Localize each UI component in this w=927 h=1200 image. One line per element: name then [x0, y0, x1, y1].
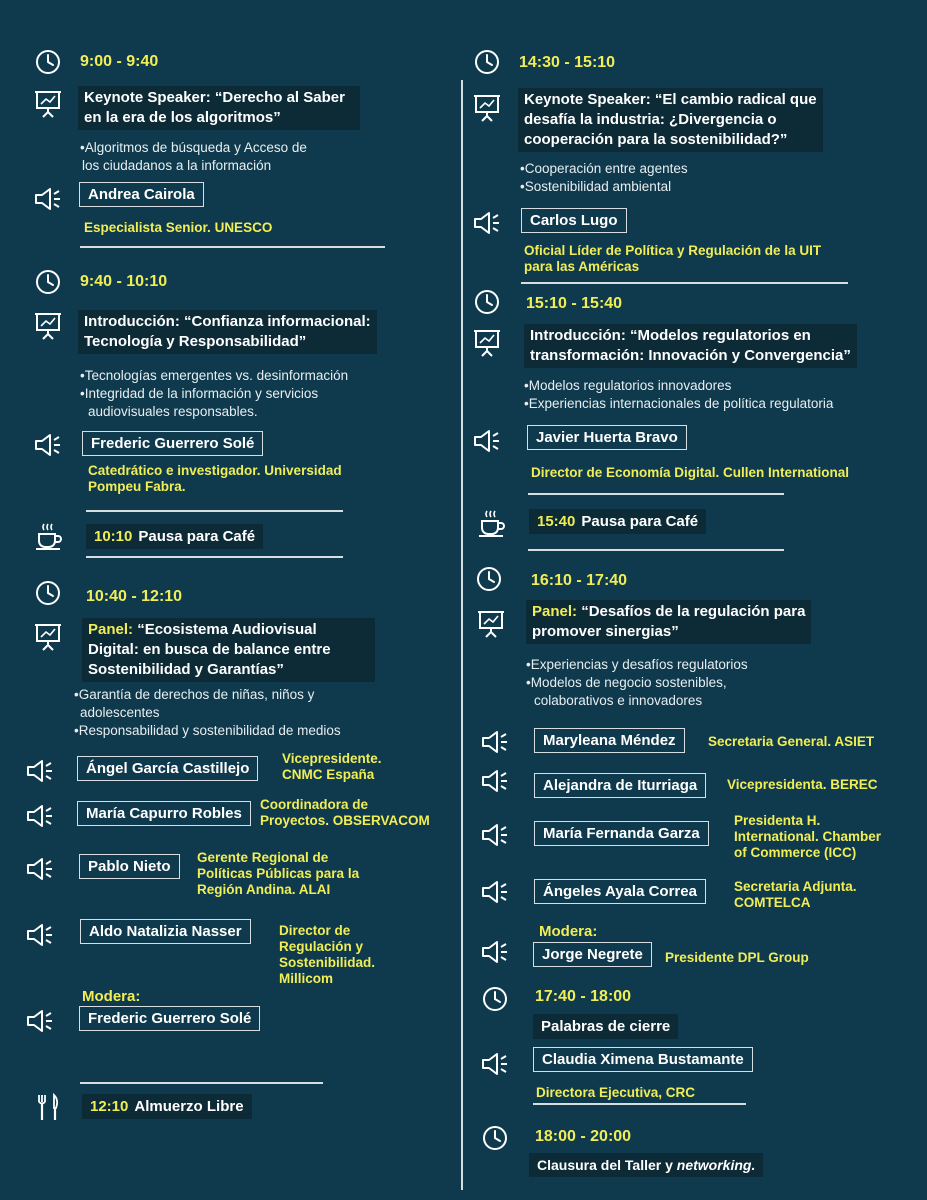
speaker-icon — [480, 877, 510, 907]
clock-icon — [33, 578, 63, 608]
presentation-icon — [472, 92, 502, 122]
section-divider — [86, 556, 343, 558]
clock-icon — [472, 47, 502, 77]
speaker-role: Catedrático e investigador. Universidad Pompeu Fabra. — [88, 463, 342, 494]
speaker-icon — [25, 756, 55, 786]
speaker-icon — [480, 727, 510, 757]
speaker-name: Carlos Lugo — [521, 208, 627, 233]
speaker-name: Claudia Ximena Bustamante — [533, 1047, 753, 1072]
session-bullets: •Cooperación entre agentes •Sostenibilidad ambiental — [520, 161, 688, 194]
panelist-name: María Fernanda Garza — [534, 821, 709, 846]
speaker-role: Especialista Senior. UNESCO — [84, 220, 273, 235]
presentation-icon — [472, 327, 502, 357]
session-title: Clausura del Taller y networking. — [529, 1153, 763, 1177]
speaker-role: Director de Economía Digital. Cullen International — [531, 465, 850, 480]
session-bullets: •Tecnologías emergentes vs. desinformación •Integridad de la información y servicios audiovisuales responsables. — [80, 368, 349, 419]
panelist-role: Secretaria General. ASIET — [708, 734, 875, 749]
speaker-icon — [25, 920, 55, 950]
session-bullets: •Modelos regulatorios innovadores •Experiencias internacionales de política regulatoria — [524, 378, 834, 411]
speaker-icon — [25, 854, 55, 884]
coffee-break: 15:40 Pausa para Café — [529, 509, 706, 534]
coffee-break: 10:10 Pausa para Café — [86, 524, 263, 549]
fork-knife-icon — [33, 1092, 63, 1122]
panelist-role: Director de Regulación y Sostenibilidad. Millicom — [279, 923, 376, 986]
session-title: Keynote Speaker: “Derecho al Saber en la era de los algoritmos” — [78, 86, 360, 130]
panelist-role: Coordinadora de Proyectos. OBSERVACOM — [260, 797, 430, 828]
speaker-icon — [33, 430, 63, 460]
panelist-name: Maryleana Méndez — [534, 728, 685, 753]
section-divider — [86, 510, 343, 512]
speaker-icon — [480, 766, 510, 796]
column-divider — [461, 80, 463, 1190]
panelist-role: Vicepresidenta. BEREC — [727, 777, 878, 792]
coffee-icon — [33, 521, 63, 551]
session-title: Introducción: “Modelos regulatorios en transformación: Innovación y Convergencia” — [524, 324, 857, 368]
session-time: 16:10 - 17:40 — [531, 572, 628, 589]
panelist-name: Ángel García Castillejo — [77, 756, 258, 781]
speaker-icon — [472, 426, 502, 456]
session-time: 10:40 - 12:10 — [86, 588, 183, 605]
speaker-icon — [480, 820, 510, 850]
clock-icon — [480, 984, 510, 1014]
speaker-icon — [33, 184, 63, 214]
moderator-role: Presidente DPL Group — [665, 950, 809, 965]
speaker-role: Oficial Líder de Política y Regulación de la UIT para las Américas — [524, 243, 822, 274]
session-bullets: •Experiencias y desafíos regulatorios •Modelos de negocio sostenibles, colaborativos e innovadores — [526, 657, 748, 708]
speaker-name: Andrea Cairola — [79, 182, 204, 207]
section-divider — [80, 1082, 323, 1084]
moderator-label: Modera: — [539, 923, 598, 940]
presentation-icon — [33, 310, 63, 340]
speaker-icon — [25, 801, 55, 831]
session-title: Panel: “Desafíos de la regulación para promover sinergias” — [526, 600, 811, 644]
panelist-name: Aldo Natalizia Nasser — [80, 919, 251, 944]
presentation-icon — [33, 621, 63, 651]
lunch-break: 12:10 Almuerzo Libre — [82, 1094, 252, 1119]
coffee-icon — [476, 508, 506, 538]
section-divider — [80, 246, 385, 248]
moderator-name: Jorge Negrete — [533, 942, 652, 967]
speaker-icon — [25, 1006, 55, 1036]
session-time: 15:10 - 15:40 — [526, 295, 623, 312]
presentation-icon — [33, 88, 63, 118]
speaker-icon — [480, 1049, 510, 1079]
speaker-name: Javier Huerta Bravo — [527, 425, 687, 450]
session-time: 9:40 - 10:10 — [80, 273, 168, 290]
session-title: Panel: “Ecosistema Audiovisual Digital: en busca de balance entre Sostenibilidad y Garantías” — [82, 618, 375, 682]
speaker-name: Frederic Guerrero Solé — [82, 431, 263, 456]
section-divider — [528, 493, 784, 495]
presentation-icon — [476, 608, 506, 638]
moderator-name: Frederic Guerrero Solé — [79, 1006, 260, 1031]
section-divider — [533, 1103, 746, 1105]
clock-icon — [33, 267, 63, 297]
panelist-role: Secretaria Adjunta. COMTELCA — [734, 879, 857, 910]
panelist-name: María Capurro Robles — [77, 801, 251, 826]
clock-icon — [33, 47, 63, 77]
panelist-role: Presidenta H. International. Chamber of Commerce (ICC) — [734, 813, 882, 860]
panelist-name: Alejandra de Iturriaga — [534, 773, 706, 798]
panelist-role: Gerente Regional de Políticas Públicas para la Región Andina. ALAI — [197, 850, 360, 897]
section-divider — [528, 549, 784, 551]
speaker-icon — [480, 937, 510, 967]
speaker-role: Directora Ejecutiva, CRC — [536, 1085, 696, 1100]
clock-icon — [480, 1123, 510, 1153]
clock-icon — [474, 564, 504, 594]
section-divider — [521, 282, 848, 284]
session-title: Palabras de cierre — [533, 1014, 678, 1039]
session-time: 18:00 - 20:00 — [535, 1128, 632, 1145]
session-title: Keynote Speaker: “El cambio radical que desafía la industria: ¿Divergencia o cooperación para la sostenibilidad?” — [518, 88, 823, 152]
session-bullets: •Garantía de derechos de niñas, niños y adolescentes •Responsabilidad y sostenibilidad de medios — [74, 687, 341, 738]
session-time: 14:30 - 15:10 — [519, 54, 616, 71]
panelist-role: Vicepresidente. CNMC España — [282, 751, 382, 782]
session-time: 9:00 - 9:40 — [80, 53, 159, 70]
panelist-name: Ángeles Ayala Correa — [534, 879, 706, 904]
clock-icon — [472, 287, 502, 317]
session-bullet: •Algoritmos de búsqueda y Acceso de los ciudadanos a la información — [80, 140, 307, 173]
session-title: Introducción: “Confianza informacional: Tecnología y Responsabilidad” — [78, 310, 377, 354]
session-time: 17:40 - 18:00 — [535, 988, 632, 1005]
panelist-name: Pablo Nieto — [79, 854, 180, 879]
moderator-label: Modera: — [82, 988, 141, 1005]
speaker-icon — [472, 208, 502, 238]
